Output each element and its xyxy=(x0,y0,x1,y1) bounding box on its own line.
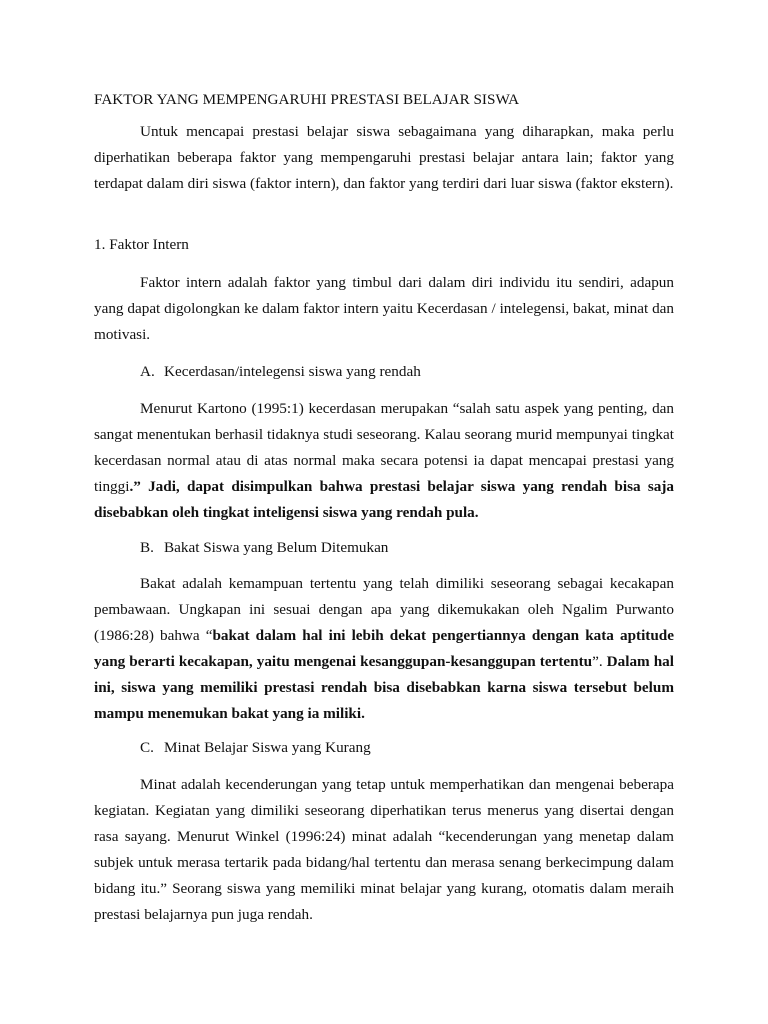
faktor-intern-paragraph: Faktor intern adalah faktor yang timbul dari dalam diri individu itu sendiri, adapun yang dapat digolongkan ke dalam faktor intern yaitu Kecerdasan / intelegensi, bakat, minat dan motivasi. xyxy=(94,274,674,343)
subheading-a-text: Kecerdasan/intelegensi siswa yang rendah xyxy=(164,363,421,380)
bakat-text: Bakat adalah kemampuan tertentu yang telah dimiliki seseorang sebagai kecakapan pembawaan. Ungkapan ini sesuai dengan apa yang dikemukakan oleh Ngalim Purwanto (1986:28) bahwa “ xyxy=(94,575,674,644)
section-heading-faktor-intern: 1. Faktor Intern xyxy=(94,236,189,253)
subheading-a xyxy=(140,359,674,385)
bakat-quote-close: ”. xyxy=(592,653,607,670)
subheading-b xyxy=(140,535,674,561)
subheading-a-letter: A. xyxy=(140,363,155,380)
intro-paragraph: Untuk mencapai prestasi belajar siswa sebagaimana yang diharapkan, maka perlu diperhatikan beberapa faktor yang mempengaruhi prestasi belajar antara lain; faktor yang terdapat dalam diri siswa (faktor intern), dan faktor yang terdiri dari luar siswa (faktor ekstern). xyxy=(94,123,674,192)
bakat-conclusion: Dalam hal ini, siswa yang memiliki prestasi rendah bisa disebabkan karna siswa tersebut belum mampu menemukan bakat yang ia miliki. xyxy=(94,653,674,722)
kecerdasan-paragraph xyxy=(94,396,674,526)
minat-paragraph: Minat adalah kecenderungan yang tetap untuk memperhatikan dan mengenai beberapa kegiatan. Kegiatan yang dimiliki seseorang diperhatikan terus menerus yang disertai dengan rasa sayang. Menurut Winkel (1996:24) minat adalah “kecenderungan yang menetap dalam subjek untuk merasa tertarik pada bidang/hal tertentu dan merasa senang berkecimpung dalam bidang itu.” Seorang siswa yang memiliki minat belajar yang kurang, otomatis dalam meraih prestasi belajarnya pun juga rendah. xyxy=(94,776,674,923)
subheading-c-letter: C. xyxy=(140,739,154,756)
bakat-paragraph xyxy=(94,571,674,727)
document-title: FAKTOR YANG MEMPENGARUHI PRESTASI BELAJAR SISWA xyxy=(94,91,520,108)
kecerdasan-conclusion: .” Jadi, dapat disimpulkan bahwa prestasi belajar siswa yang rendah bisa saja disebabkan oleh tingkat inteligensi siswa yang rendah pula. xyxy=(94,478,674,521)
subheading-b-letter: B. xyxy=(140,539,154,556)
bakat-quote: bakat dalam hal ini lebih dekat pengertiannya dengan kata aptitude yang berarti kecakapan, yaitu mengenai kesanggupan-kesanggupan tertentu xyxy=(94,627,674,670)
subheading-b-text: Bakat Siswa yang Belum Ditemukan xyxy=(164,539,389,556)
kecerdasan-text: Menurut Kartono (1995:1) kecerdasan merupakan “salah satu aspek yang penting, dan sangat menentukan berhasil tidaknya studi seseorang. Kalau seorang murid mempunyai tingkat kecerdasan normal atau di atas normal maka secara potensi ia dapat mencapai prestasi yang tinggi xyxy=(94,400,674,495)
subheading-c xyxy=(140,735,674,761)
subheading-c-text: Minat Belajar Siswa yang Kurang xyxy=(164,739,371,756)
